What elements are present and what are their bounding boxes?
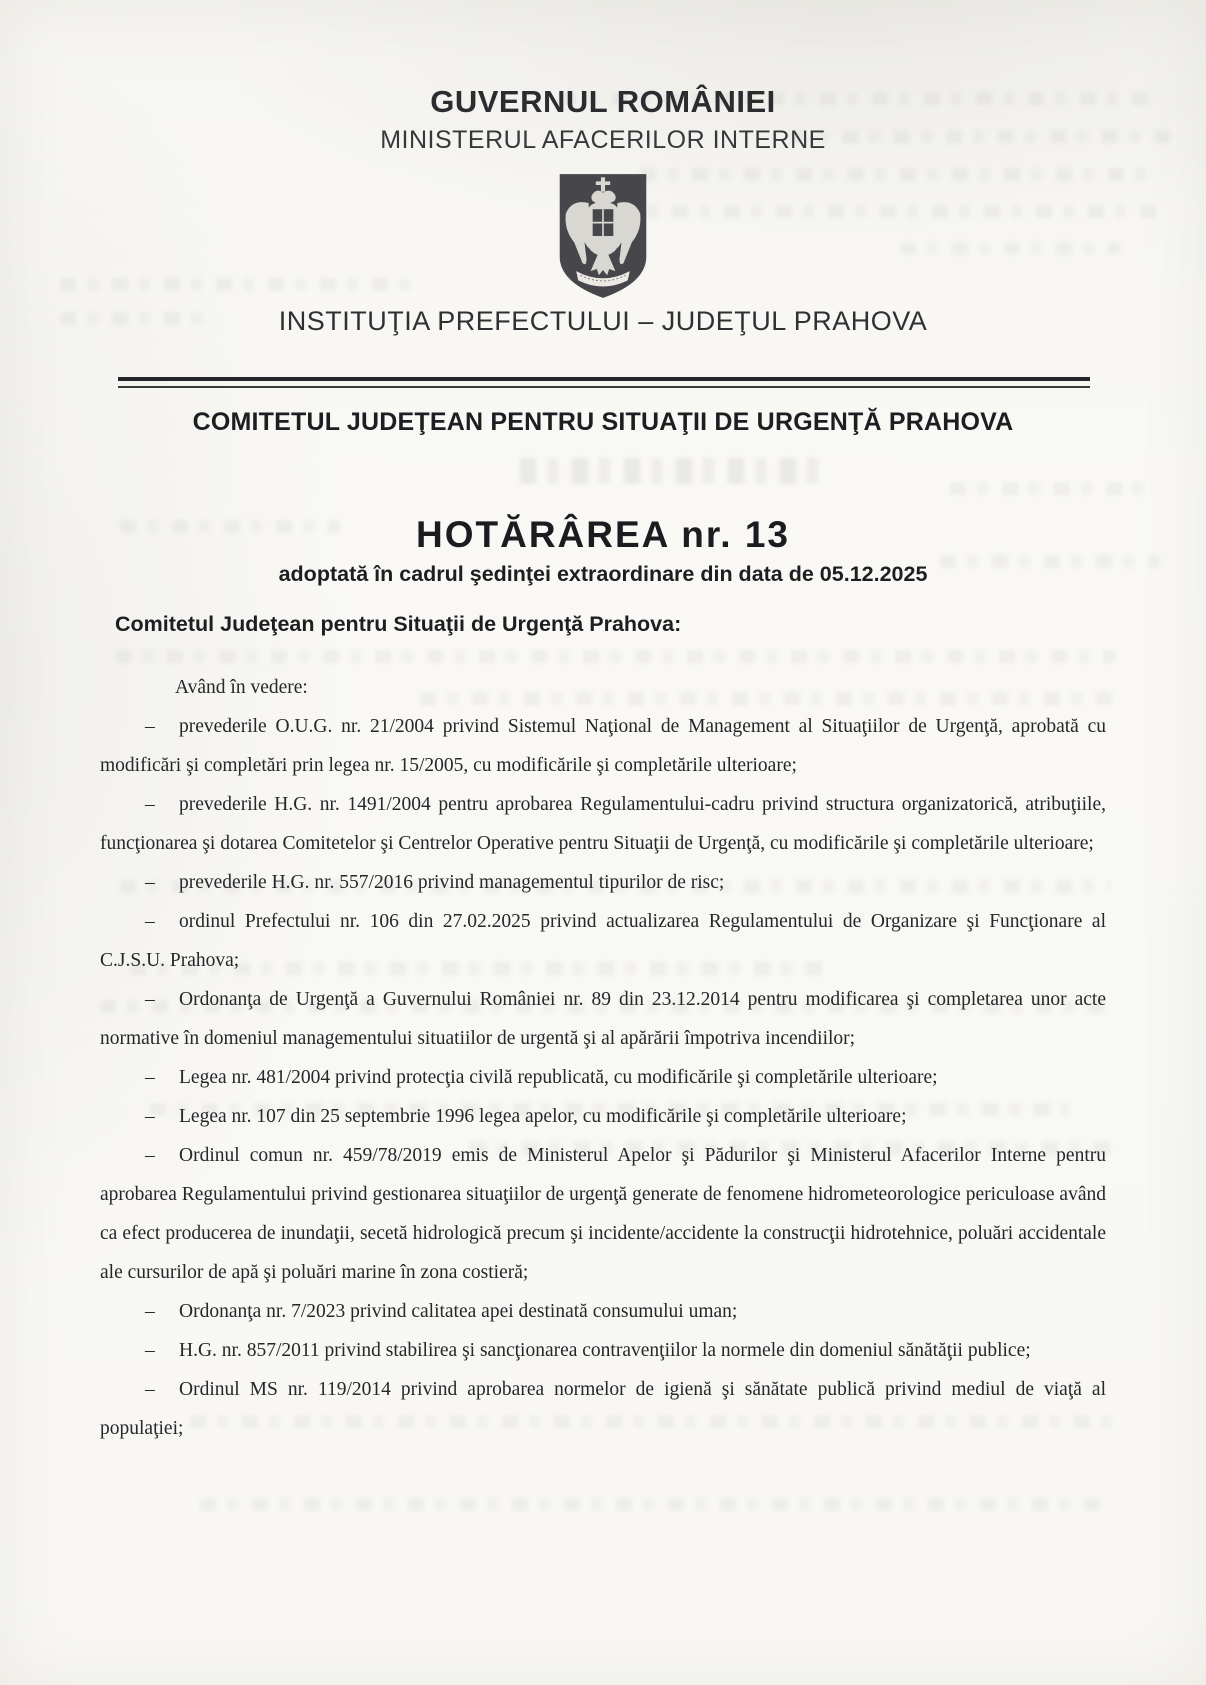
bullet-dash: – [145,1379,155,1400]
committee-intro-line: Comitetul Judeţean pentru Situaţii de Urgenţă Prahova: [115,612,682,636]
legal-reference-item [100,1370,1106,1448]
romanian-coat-of-arms-icon [551,168,655,307]
bleed-through-artifact [60,278,420,291]
ministry-title: MINISTERUL AFACERILOR INTERNE [380,126,826,154]
government-title: GUVERNUL ROMÂNIEI [430,84,776,119]
legal-reference-text: Ordonanţa nr. 7/2023 privind calitatea apei destinată consumului uman; [179,1301,738,1322]
bullet-dash: – [145,1067,155,1088]
legal-reference-text: Legea nr. 107 din 25 septembrie 1996 legea apelor, cu modificările şi completările ulterioare; [179,1106,907,1127]
bullet-dash: – [145,1301,155,1322]
legal-reference-text: Ordonanţa de Urgenţă a Guvernului României nr. 89 din 23.12.2014 pentru modificarea şi completarea unor acte normative în domeniul managementului situatiilor de urgentă şi al apărării împotriva incendiilor; [100,989,1106,1049]
bullet-dash: – [145,716,155,737]
double-rule-divider [118,377,1090,388]
legal-reference-text: Legea nr. 481/2004 privind protecţia civilă republicată, cu modificările şi completările ulterioare; [179,1067,938,1088]
legal-reference-text: prevederile O.U.G. nr. 21/2004 privind Sistemul Naţional de Management al Situaţiilor de Urgenţă, aprobată cu modificări şi completări prin legea nr. 15/2005, cu modificările şi completările ulterioare; [100,716,1106,776]
bleed-through-artifact [620,205,1160,218]
legal-reference-text: Ordinul MS nr. 119/2014 privind aprobarea normelor de igienă şi sănătate publică privind mediul de viaţă al populaţiei; [100,1379,1106,1439]
legal-reference-text: ordinul Prefectului nr. 106 din 27.02.2025 privind actualizarea Regulamentului de Organizare şi Funcţionare al C.J.S.U. Prahova; [100,911,1106,971]
legal-references-list [100,707,1106,1448]
bleed-through-artifact [950,482,1150,495]
bleed-through-artifact [520,458,820,484]
document-body [100,668,1106,1448]
legal-reference-text: prevederile H.G. nr. 1491/2004 pentru aprobarea Regulamentului-cadru privind structura organizatorică, atribuţiile, funcţionarea şi dotarea Comitetelor şi Centrelor Operative pentru Situaţii de Urgenţă, cu modificările şi completările ulterioare; [100,794,1106,854]
legal-reference-item [100,980,1106,1058]
considering-label: Având în vedere: [175,677,308,698]
decision-heading: HOTĂRÂREA nr. 13 [416,514,790,555]
legal-reference-item [100,707,1106,785]
bullet-dash: – [145,872,155,893]
legal-reference-item [100,1136,1106,1292]
legal-reference-text: H.G. nr. 857/2011 privind stabilirea şi sancţionarea contravenţiilor la normele din domeniul sănătăţii publice; [179,1340,1031,1361]
legal-reference-item [100,1292,1106,1331]
bleed-through-artifact [900,242,1120,255]
bullet-dash: – [145,911,155,932]
bleed-through-artifact [640,168,1160,181]
legal-reference-text: Ordinul comun nr. 459/78/2019 emis de Ministerul Apelor şi Pădurilor şi Ministerul Afacerilor Interne pentru aprobarea Regulamentului privind gestionarea situaţiilor de urgenţă generate de fenomene hidrometeorologice periculoase având ca efect producerea de inundaţii, secetă hidrologică precum şi incidente/accidente la construcţii hidrotehnice, poluări accidentale ale cursurilor de apă şi poluări marine în zona costieră; [100,1145,1106,1283]
bleed-through-artifact [200,1498,1100,1511]
bleed-through-artifact [115,650,1115,663]
legal-reference-item [100,1058,1106,1097]
legal-reference-item [100,863,1106,902]
committee-title: COMITETUL JUDEŢEAN PENTRU SITUAŢII DE URGENŢĂ PRAHOVA [192,408,1014,436]
legal-reference-item [100,1331,1106,1370]
decision-subtitle: adoptată în cadrul şedinţei extraordinare din data de 05.12.2025 [278,562,928,586]
legal-reference-item [100,1097,1106,1136]
legal-reference-item [100,785,1106,863]
legal-reference-text: prevederile H.G. nr. 557/2016 privind managementul tipurilor de risc; [179,872,725,893]
bullet-dash: – [145,794,155,815]
bullet-dash: – [145,1106,155,1127]
institution-title: INSTITUŢIA PREFECTULUI – JUDEŢUL PRAHOVA [278,306,928,336]
legal-reference-item [100,902,1106,980]
bullet-dash: – [145,1145,155,1166]
bullet-dash: – [145,1340,155,1361]
bullet-dash: – [145,989,155,1010]
